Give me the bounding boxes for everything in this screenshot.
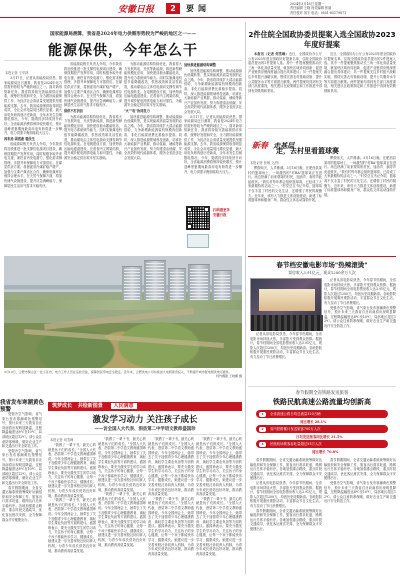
masthead: [0, 0, 400, 18]
education-col-4: "我教了一辈子书，最关心的就是孩子们的成长。"全国人大代表、泗县第二中学语文教师盛国珍说。今年全国两会上，她带去了关于加强青少年心理健康教育、减轻学生课业负担等方面的建议。盛国珍表示，要充分激发学生的学习动力，关注孩子的身心健康，让每一个孩子都能快乐学习、健康成长。她建议进一步完善家校社协同育人机制，为青少年成长营造良好环境，推动教育高质量发展。 "我教了一辈子书，最关心的就是孩子们的成长。"全国人大代表、泗县第二中学语文教师盛国珍说。今年全国两会上，她带去了关于加强青少年心理健康教育、减轻学生课业负担等方面的建议。盛国珍表示，要充分激发学生的学习动力，关注孩子的身心健康，让每一个孩子都能快乐学习、健康成长。她建议进一步完善家校社协同育人机制，为青少年成长营造良好环境，推动教育高质量发展。: [196, 437, 242, 556]
spring-body-left: 记者从省电影局获悉，今年春节档期间，全省电影市场持续火热，多部影片受到观众热捧。据统计，春节档期间全省电影票房收入达3.91亿元，观影人次超过1200万，均创历史同期新高。各地影院积极开展惠民观影活动，丰富群众节日文化生活，有力拉动了节日消费增长。: [250, 332, 322, 359]
sidebar-body-left: 本报讯（记者 何雪峰）近日，全国政协办公厅公布2023年度全国政协好提案名单，住皖全国政协委员提出的2件提案入选。其中一件提案聚焦推动长三角一体化高质量发展，就加快区域协同创新、促进产业链供应链深度融合提出具体建议；另一件提案关注乡村振兴战略实施，围绕完善农村基础设施、提升公共服务水平等方面建言献策。两件提案均得到有关部门高度重视，相关建议在政策制定和工作推进中得到有效吸纳和采用。: [248, 52, 322, 93]
news-photo: [4, 256, 242, 368]
education-col-1: "我教了一辈子书，最关心的就是孩子们的成长。"全国人大代表、泗县第二中学语文教师盛国珍说。今年全国两会上，她带去了关于加强青少年心理健康教育、减轻学生课业负担等方面的建议。盛国珍表示，要充分激发学生的学习动力，关注孩子的身心健康，让每一个孩子都能快乐学习、健康成长。她建议进一步完善家校社协同育人机制，为青少年成长营造良好环境，推动教育高质量发展。 "我教了一辈子书，最关心的就是孩子们的成长。"全国人大代表、泗县第二中学语文教师盛国珍说。今年全国两会上，她带去了关于加强青少年心理健康教育、减轻学生课业负担等方面的建议。盛国珍表示，要充分激发学生的学习动力，关注孩子的身心健康，让每一个孩子都能快乐学习、健康成长。她建议进一步完善家校社协同育人机制，为青少年成长营造良好环境，推动教育高质量发展。: [48, 443, 96, 553]
lead-column-4: 加快推进能源结构调整 加快推进能源结构调整，推动能源绿色低碳转型，是实现能源高质量发展的必由之路。今年，我省将持续扩大清洁能源供给，力争新增新能源装机规模再创新高，非化石能源消费比重稳步提高。同时，深入推进能源领域科技创新，培育壮大新能源产业集群，推动氢能、储能等新兴产业加快发展，努力构建清洁低碳、安全高效的现代能源体系，服务全省经济社会发展大局。 3月17日，记者从省能源局获悉，国家能源局近日测算，我省是2024年电力供需形势较为严峻的地区之一。面对新形势新任务，我省将持续完善能源供应体系，统筹好发展和安全，全力做好能源保供工作，为经济社会高质量发展提供坚强能源支撑。去年，我省能源保供取得明显成效，全社会用电量同比增长显著，最大用电负荷再创历史新高，全年未发生拉闸限电情况。今年，随着经济持续回升向好，全省能源消费将保持较快增长，预计迎峰度夏期间最高用电负荷将进一步攀升，电力供需平衡面临较大压力。: [184, 63, 242, 174]
masthead-meta: 2024年3月18日 星期一 责任编辑 王晓 视觉编辑 张丽 责任校对 刘宇 电话：0551-65179871: [290, 2, 347, 15]
rail-headline: 铁路民航高速公路流量均创新高: [273, 398, 371, 406]
feature-tag: 新春 走基层: [252, 140, 295, 150]
lead-kicker: 国家能源局测算，我省是2024年电力供需形势较为严峻的地区之一——: [49, 32, 196, 37]
rail-body-left: 春节假期期间，全省交通运输系统统筹做好运输组织和安全保障工作，旅客出行需求旺盛，路网运行总体平稳有序。各地加强重点路段、重点时段交通疏导，优化客运班次安排，全力保障群众平安便捷出行。 记者从省电影局获悉，今年春节档期间，全省电影市场持续火热，多部影片受到观众热捧。据统计，春节档期间全省电影票房收入达3.91亿元，观影人次超过1200万，均创历史同期新高。各地影院积极开展惠民观影活动，丰富群众节日文化生活，有力拉动了节日消费增长。 春节假期期间，全省交通运输系统统筹做好运输组织和安全保障工作，旅客出行需求旺盛，路网运行总体平稳有序。各地加强重点路段、重点时段交通疏导，优化客运班次安排，全力保障群众平安便捷出行。: [250, 458, 322, 531]
education-byline: 本报记者 何雪峰: [50, 438, 74, 442]
basketball-byline: 本报记者 张敏 文/图: [250, 161, 279, 165]
lead-byline: 本报记者 王华林: [5, 71, 29, 75]
info-row-rail-stat: 日均发送旅客同比增长 31.5%: [296, 435, 343, 439]
divider: [248, 386, 396, 387]
info-row-air: 3 民航机场旅客吞吐量超过55万人次: [256, 440, 388, 448]
weather-headline: 我省发布寒潮黄色预警: [0, 400, 45, 413]
rail-kicker: 春节假期全省铁路发送旅客: [295, 391, 349, 396]
education-subhead: ——访全国人大代表、泗县第二中学语文教师盛国珍: [94, 427, 196, 432]
divider: [4, 60, 242, 61]
qr-label: 扫码看更多 安徽日报: [213, 208, 230, 217]
divider: [248, 128, 396, 129]
lead-column-3: 为推动能源结构持续优化，我省将大力发展风电、光伏等新能源，推进新型储能规模化应用，加快建设抽水蓄能电站，提升电力系统调节能力。同时实施煤电机组节能降碳改造、供热改造和灵活性改造，推动煤电由主体性电源向支撑性调节性电源转变。在电网建设方面，加快特高压输电通道建设，完善省内主网架结构，提升城乡配电网供电能力和可靠性，为能源安全稳定供应筑牢坚实基础。 "火""电"协同发力 加快推进能源结构调整，推动能源绿色低碳转型，是实现能源高质量发展的必由之路。今年，我省将持续扩大清洁能源供给，力争新增新能源装机规模再创新高，非化石能源消费比重稳步提高。同时，深入推进能源领域科技创新，培育壮大新能源产业集群，推动氢能、储能等新兴产业加快发展，努力构建清洁低碳、安全高效的现代能源体系，服务全省经济社会发展大局。: [124, 62, 182, 160]
info-row-air-stat: 同比增长 70.8%: [312, 450, 339, 454]
section-title: 要闻: [186, 3, 210, 13]
weather-body: 受强冷空气影响，省气象台发布寒潮黄色预警信号，预计未来三天我省自北向南将出现明显降温，过程降温幅度达8℃至10℃，局部地区超过12℃。请公众注意防寒保暖，做好农业生产和交通出行安全防范工作。 受强冷空气影响，省气象台发布寒潮黄色预警信号，预计未来三天我省自北向南将出现明显降温，过程降温幅度达8℃至10℃，局部地区超过12℃。请公众注意防寒保暖，做好农业生产和交通出行安全防范工作。 春节假期期间，全省交通运输系统统筹做好运输组织和安全保障工作，旅客出行需求旺盛，路网运行总体平稳有序。各地加强重点路段、重点时段交通疏导，优化客运班次安排，全力保障群众平安便捷出行。: [2, 412, 42, 522]
qr-block: [186, 206, 240, 252]
education-section-bar: 筑梦成长 共绘新图景 人民满意: [48, 402, 242, 411]
sidebar-headline: 2件住皖全国政协委员提案入选全国政协2023年度好提案: [248, 30, 396, 49]
rail-body-right: 春节假期期间，全省交通运输系统统筹做好运输组织和安全保障工作，旅客出行需求旺盛，路网运行总体平稳有序。各地加强重点路段、重点时段交通疏导，优化客运班次安排，全力保障群众平安便捷出行。 受强冷空气影响，省气象台发布寒潮黄色预警信号，预计未来三天我省自北向南将出现明显降温，过程降温幅度达8℃至10℃，局部地区超过12℃。请公众注意防寒保暖，做好农业生产和交通出行安全防范工作。: [324, 458, 396, 504]
basketball-headline: 走，去村里看篮球赛: [276, 147, 339, 155]
info-row-rail: 2 省内铁路累计发送旅客700万人次: [256, 425, 388, 433]
spring-body-right: 记者从省电影局获悉，今年春节档期间，全省电影市场持续火热，多部影片受到观众热捧。据统计，春节档期间全省电影票房收入达3.91亿元，观影人次超过1200万，均创历史同期新高。各地影院积极开展惠民观影活动，丰富群众节日文化生活，有力拉动了节日消费增长。 受强冷空气影响，省气象台发布寒潮黄色预警信号，预计未来三天我省自北向南将出现明显降温，过程降温幅度达8℃至10℃，局部地区超过12℃。请公众注意防寒保暖，做好农业生产和交通出行安全防范工作。: [324, 278, 396, 328]
photo-caption: 3月12日，合肥市蜀山区一处小区内，电力工作人员在巡检设备，保障居民用电安全稳定。近年来，合肥供电公司持续加大电网建设投入，不断提升城市配电网供电可靠性。 特约摄影 王晓鹏 摄: [4, 370, 242, 379]
qr-code-image[interactable]: [186, 206, 210, 230]
newspaper-logo: 安徽日报: [118, 5, 155, 15]
info-row-highway-stat: 同比增长 28.1%: [300, 420, 327, 424]
page-number: 2: [166, 3, 180, 14]
education-col-3: "我教了一辈子书，最关心的就是孩子们的成长。"全国人大代表、泗县第二中学语文教师盛国珍说。今年全国两会上，她带去了关于加强青少年心理健康教育、减轻学生课业负担等方面的建议。盛国珍表示，要充分激发学生的学习动力，关注孩子的身心健康，让每一个孩子都能快乐学习、健康成长。她建议进一步完善家校社协同育人机制，为青少年成长营造良好环境，推动教育高质量发展。 "我教了一辈子书，最关心的就是孩子们的成长。"全国人大代表、泗县第二中学语文教师盛国珍说。今年全国两会上，她带去了关于加强青少年心理健康教育、减轻学生课业负担等方面的建议。盛国珍表示，要充分激发学生的学习动力，关注孩子的身心健康，让每一个孩子都能快乐学习、健康成长。她建议进一步完善家校社协同育人机制，为青少年成长营造良好环境，推动教育高质量发展。: [148, 437, 194, 556]
education-col-2: "我教了一辈子书，最关心的就是孩子们的成长。"全国人大代表、泗县第二中学语文教师盛国珍说。今年全国两会上，她带去了关于加强青少年心理健康教育、减轻学生课业负担等方面的建议。盛国珍表示，要充分激发学生的学习动力，关注孩子的身心健康，让每一个孩子都能快乐学习、健康成长。她建议进一步完善家校社协同育人机制，为青少年成长营造良好环境，推动教育高质量发展。 "我教了一辈子书，最关心的就是孩子们的成长。"全国人大代表、泗县第二中学语文教师盛国珍说。今年全国两会上，她带去了关于加强青少年心理健康教育、减轻学生课业负担等方面的建议。盛国珍表示，要充分激发学生的学习动力，关注孩子的身心健康，让每一个孩子都能快乐学习、健康成长。她建议进一步完善家校社协同育人机制，为青少年成长营造良好环境，推动教育高质量发展。: [98, 437, 146, 547]
lead-headline: 能源保供，今年怎么干: [48, 43, 198, 59]
spring-headline: 春节档安徽电影市场"热辣滚烫": [276, 261, 368, 269]
info-row-highway: 1 全省高速公路日均总流量310万辆: [256, 410, 388, 418]
divider: [248, 256, 396, 257]
lead-column-1: 3月17日，记者从省能源局获悉，国家能源局近日测算，我省是2024年电力供需形势较为严峻的地区之一。面对新形势新任务，我省将持续完善能源供应体系，统筹好发展和安全，全力做好能源保供工作，为经济社会高质量发展提供坚强能源支撑。去年，我省能源保供取得明显成效，全社会用电量同比增长显著，最大用电负荷再创历史新高，全年未发生拉闸限电情况。今年，随着经济持续回升向好，全省能源消费将保持较快增长，预计迎峰度夏期间最高用电负荷将进一步攀升，电力供需平衡面临较大压力。 再布局 固底座 稳民生 省能源局相关负责人介绍，今年我省将加快推进一批支撑性电源项目建设，确保按期投产发挥作用，同时积极争取外来电支援，深挖省内发电潜力，强化需求侧管理，多措并举保障电力可靠供应。在煤炭供应方面，将督促省内煤矿稳产增产，加强与主要产煤省区合作，确保电煤库存保持合理水平。在天然气保障方面，将加快储气设施建设，提升应急调峰能力，保障居民生活用气需求平稳有序。: [4, 76, 62, 188]
education-headline: 激发学习动力 关注孩子成长: [92, 415, 198, 425]
sidebar-body-right: 近日，全国政协办公厅公布2023年度全国政协好提案名单，住皖全国政协委员提出的2件提案入选。其中一件提案聚焦推动长三角一体化高质量发展，就加快区域协同创新、促进产业链供应链深度融合提出具体建议；另一件提案关注乡村振兴战略实施，围绕完善农村基础设施、提升公共服务水平等方面建言献策。两件提案均得到有关部门高度重视，相关建议在政策制定和工作推进中得到有效吸纳和采用。: [324, 52, 396, 93]
cinema-photo: [250, 278, 322, 330]
spring-subhead: 票房收入3.91亿元，观众1200余万人次: [288, 270, 356, 275]
divider: [48, 434, 242, 435]
column-divider: [245, 22, 246, 574]
app-icon: [187, 234, 209, 248]
lead-column-2: 省能源局相关负责人介绍，今年我省将加快推进一批支撑性电源项目建设，确保按期投产发挥作用，同时积极争取外来电支援，深挖省内发电潜力，强化需求侧管理，多措并举保障电力可靠供应。在煤炭供应方面，将督促省内煤矿稳产增产，加强与主要产煤省区合作，确保电煤库存保持合理水平。在天然气保障方面，将加快储气设施建设，提升应急调峰能力，保障居民生活用气需求平稳有序。 保供不打折扣 为推动能源结构持续优化，我省将大力发展风电、光伏等新能源，推进新型储能规模化应用，加快建设抽水蓄能电站，提升电力系统调节能力。同时实施煤电机组节能降碳改造、供热改造和灵活性改造，推动煤电由主体性电源向支撑性调节性电源转变。在电网建设方面，加快特高压输电通道建设，完善省内主网架结构，提升城乡配电网供电能力和可靠性，为能源安全稳定供应筑牢坚实基础。: [64, 62, 122, 160]
basketball-body-left: 锣鼓喧天，人声鼎沸。3月16日晚，在肥西县某村的篮球场上，一场激烈的"村BA"篮球赛正在进行。场边挤满了前来观赛的村民，加油声、欢呼声此起彼伏。"我们村每年都会组织篮球赛，已经成了大家最期待的活动之一。"村党总支书记介绍，篮球赛不仅丰富了村民的文化生活，还增强了村民的凝聚力。近年来，该村大力推进文体设施建设，新建了标准篮球场和健身广场，群众性文体活动蓬勃开展。: [248, 166, 322, 203]
basketball-body-right: 锣鼓喧天，人声鼎沸。3月16日晚，在肥西县某村的篮球场上，一场激烈的"村BA"篮球赛正在进行。场边挤满了前来观赛的村民，加油声、欢呼声此起彼伏。"我们村每年都会组织篮球赛，已经成了大家最期待的活动之一。"村党总支书记介绍，篮球赛不仅丰富了村民的文化生活，还增强了村民的凝聚力。近年来，该村大力推进文体设施建设，新建了标准篮球场和健身广场，群众性文体活动蓬勃开展。: [324, 156, 396, 197]
